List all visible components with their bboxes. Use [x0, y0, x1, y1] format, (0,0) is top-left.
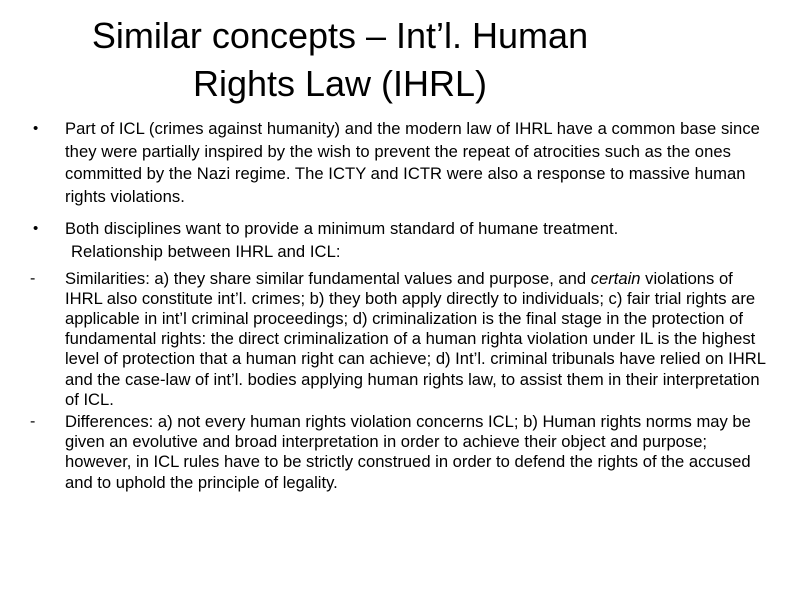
similarities-text-before: Similarities: a) they share similar fundamental values and purpose, and [65, 268, 591, 288]
bullet-icon: • [33, 120, 39, 137]
content-list [30, 118, 770, 495]
similarities-text-after: violations of IHRL also constitute int’l. crimes; b) they both apply directly to individuals; c) fair trial rights are applicable in int’l criminal proceedings; d) criminalization is the final stage in the protection of fundamental rights: the direct criminalization of a human righta violation under IL is the highest level of protection that a human right can achieve; d) Int’l. criminal tribunals have relied on IHRL and the case-law of int’l. bodies applying human rights law, to assist them in their interpretation of ICL. [65, 268, 766, 409]
slide-title [60, 12, 620, 108]
list-item-ihrl-common-base [30, 118, 770, 208]
bullet-icon: • [33, 220, 39, 238]
dash-icon: - [30, 269, 36, 287]
list-item-text: Part of ICL (crimes against humanity) and the modern law of IHRL have a common base since they were partially inspired by the wish to prevent the repeat of atrocities such as the ones committed by the Nazi regime. The ICTY and ICTR were also a response to massive human rights violations. [65, 119, 760, 206]
list-item-differences [30, 412, 770, 493]
similarities-text-italic: certain [590, 268, 641, 288]
slide-title-line-1: Similar concepts – Int’l. Human [91, 15, 589, 56]
list-item-subheading: Relationship between IHRL and ICL: [71, 241, 341, 261]
list-item-minimum-standard [30, 218, 770, 263]
slide-title-line-2: Rights Law (IHRL) [192, 63, 488, 104]
list-item-similarities [30, 269, 770, 410]
list-item-text: Both disciplines want to provide a minimum standard of humane treatment. [65, 219, 619, 239]
list-item-text: Differences: a) not every human rights violation concerns ICL; b) Human rights norms may be given an evolutive and broad interpretation in order to achieve their object and purpose; however, in ICL rules have to be strictly construed in order to defend the rights of the accused and to uphold the principle of legality. [65, 411, 751, 492]
dash-icon: - [30, 412, 36, 430]
